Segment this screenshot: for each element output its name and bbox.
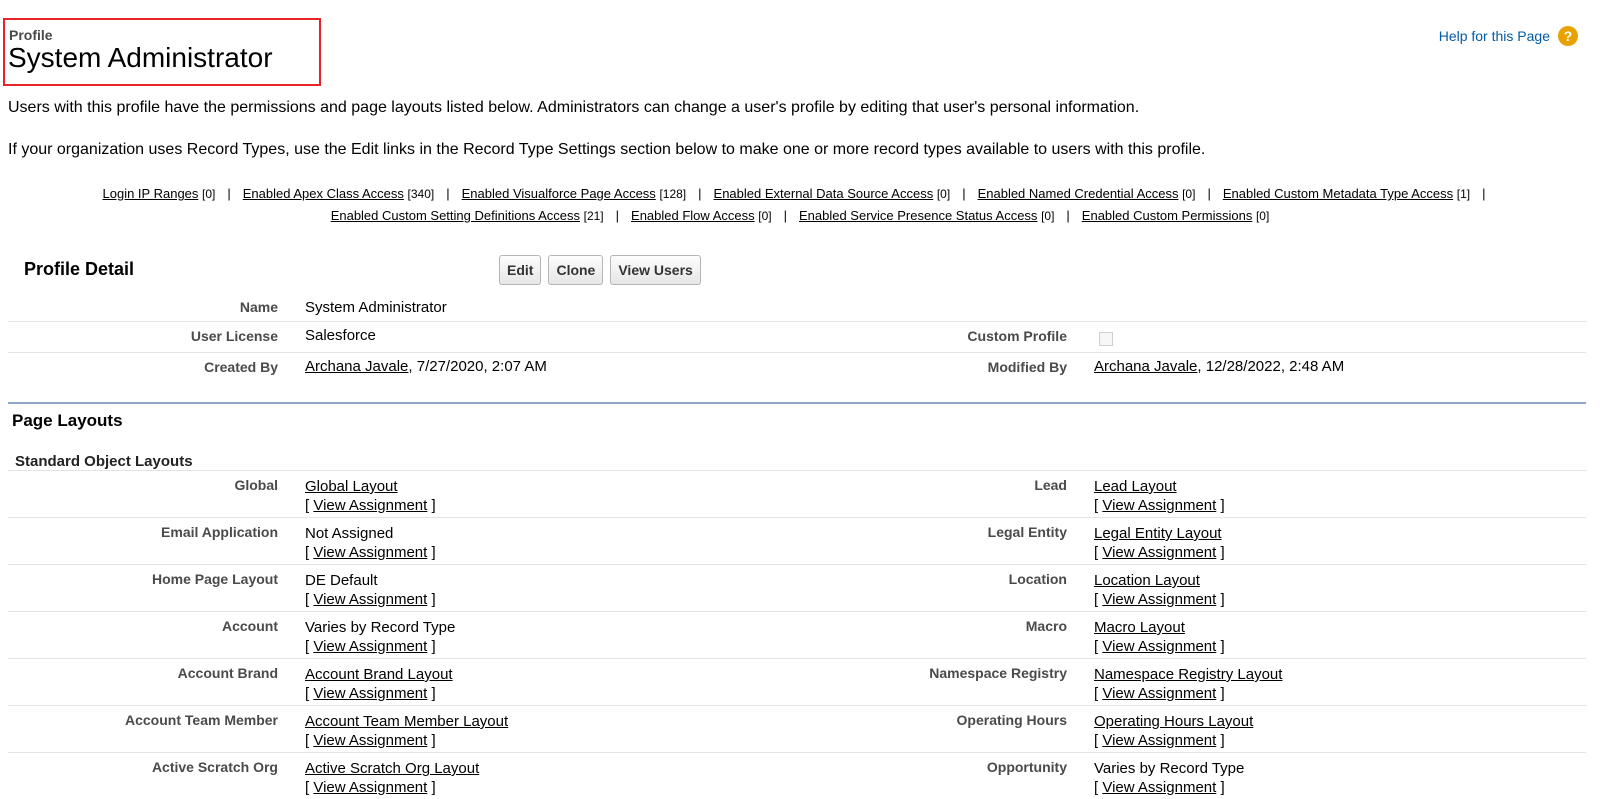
bracket-close: ] — [1216, 779, 1225, 796]
bracket-open: [ — [1094, 779, 1103, 796]
layout-object-label: Account — [222, 618, 278, 634]
view-assignment-link[interactable]: View Assignment — [1102, 779, 1217, 796]
quick-link[interactable]: Enabled Flow Access — [631, 208, 755, 223]
bracket-close: ] — [427, 544, 436, 561]
custom-profile-checkbox — [1099, 332, 1113, 346]
layout-value: Varies by Record Type — [305, 619, 456, 636]
layout-cell — [305, 665, 453, 703]
page-title: System Administrator — [8, 42, 273, 73]
layout-object-label: Location — [1008, 571, 1067, 587]
view-assignment-link[interactable]: View Assignment — [1102, 685, 1217, 702]
quick-link-count: [0] — [936, 187, 951, 201]
layout-link[interactable]: Legal Entity Layout — [1094, 525, 1222, 542]
clone-button[interactable]: Clone — [548, 255, 603, 285]
link-separator: | — [615, 208, 620, 223]
quick-link-item — [799, 208, 1054, 223]
bracket-close: ] — [1216, 638, 1225, 655]
link-separator: | — [783, 208, 787, 223]
layout-cell — [305, 618, 455, 656]
quick-link-count: [128] — [659, 187, 687, 201]
description-line-2: If your organization uses Record Types, use the Edit links in the Record Type Settings section below to make one or more record types available to users with this profile. — [8, 141, 1206, 158]
layout-object-label: Legal Entity — [987, 524, 1067, 540]
quick-link[interactable]: Enabled Custom Metadata Type Access — [1222, 186, 1454, 201]
layout-cell — [1094, 477, 1225, 515]
quick-link-count: [0] — [1255, 209, 1270, 223]
related-list-links — [8, 183, 1592, 227]
created-by-label: Created By — [204, 359, 278, 375]
quick-link-item — [103, 186, 216, 201]
layout-cell — [305, 477, 436, 515]
quick-link[interactable]: Login IP Ranges — [102, 186, 199, 201]
layout-link[interactable]: Lead Layout — [1094, 478, 1177, 495]
modified-by-date: , 12/28/2022, 2:48 AM — [1197, 358, 1345, 375]
view-assignment-link[interactable]: View Assignment — [1102, 732, 1217, 749]
quick-link-count: [0] — [1182, 187, 1196, 201]
quick-link[interactable]: Enabled Visualforce Page Access — [461, 186, 656, 201]
quick-link-count: [21] — [583, 209, 604, 223]
created-by-date: , 7/27/2020, 2:07 AM — [408, 358, 547, 375]
layout-value: DE Default — [305, 572, 378, 589]
detail-button-bar — [499, 255, 701, 285]
layout-object-label: Global — [234, 477, 278, 493]
name-value: System Administrator — [305, 299, 447, 316]
quick-link-item — [1223, 186, 1470, 201]
view-assignment-link[interactable]: View Assignment — [1102, 497, 1217, 514]
layout-value: Varies by Record Type — [1094, 760, 1245, 777]
view-users-button[interactable]: View Users — [610, 255, 700, 285]
quick-link-item — [243, 186, 434, 201]
standard-object-layouts-title: Standard Object Layouts — [15, 453, 193, 470]
quick-link-count: [0] — [758, 209, 772, 223]
user-license-label: User License — [190, 328, 278, 344]
layout-object-label: Account Team Member — [125, 712, 278, 728]
layout-link[interactable]: Namespace Registry Layout — [1094, 666, 1283, 683]
created-by-value — [305, 358, 547, 375]
bracket-open: [ — [305, 497, 314, 514]
bracket-open: [ — [305, 591, 314, 608]
layout-link[interactable]: Macro Layout — [1094, 619, 1185, 636]
link-separator: | — [446, 186, 450, 201]
layout-link[interactable]: Active Scratch Org Layout — [305, 760, 480, 777]
layout-object-label: Account Brand — [177, 665, 278, 681]
quick-link-item — [1082, 208, 1270, 223]
layout-value: Not Assigned — [305, 525, 394, 542]
link-separator: | — [1482, 186, 1486, 201]
page-layouts-title: Page Layouts — [12, 411, 123, 430]
view-assignment-link[interactable]: View Assignment — [313, 685, 428, 702]
layout-link[interactable]: Location Layout — [1094, 572, 1200, 589]
bracket-open: [ — [305, 544, 314, 561]
layout-link[interactable]: Account Team Member Layout — [305, 713, 509, 730]
created-by-user-link[interactable]: Archana Javale — [305, 358, 409, 375]
modified-by-user-link[interactable]: Archana Javale — [1094, 358, 1198, 375]
quick-link[interactable]: Enabled Named Credential Access — [977, 186, 1179, 201]
view-assignment-link[interactable]: View Assignment — [1102, 591, 1217, 608]
quick-link-item — [714, 186, 951, 201]
bracket-close: ] — [427, 591, 436, 608]
view-assignment-link[interactable]: View Assignment — [1102, 638, 1217, 655]
link-separator: | — [1207, 186, 1211, 201]
quick-link-count: [340] — [407, 187, 435, 201]
name-label: Name — [239, 299, 278, 315]
view-assignment-link[interactable]: View Assignment — [313, 779, 428, 796]
layout-cell — [305, 712, 508, 750]
bracket-close: ] — [1216, 732, 1225, 749]
layout-link[interactable]: Operating Hours Layout — [1094, 713, 1254, 730]
layout-object-label: Lead — [1034, 477, 1067, 493]
help-icon[interactable]: ? — [1558, 26, 1578, 46]
quick-link-count: [1] — [1456, 187, 1471, 201]
view-assignment-link[interactable]: View Assignment — [1102, 544, 1217, 561]
quick-link[interactable]: Enabled Service Presence Status Access — [798, 208, 1038, 223]
view-assignment-link[interactable]: View Assignment — [313, 638, 428, 655]
layout-cell — [305, 524, 436, 562]
layout-cell — [1094, 524, 1225, 562]
view-assignment-link[interactable]: View Assignment — [313, 544, 428, 561]
layout-row — [8, 658, 1586, 705]
quick-link-item — [331, 208, 604, 223]
layout-link[interactable]: Global Layout — [305, 478, 398, 495]
bracket-close: ] — [427, 779, 436, 796]
layout-object-label: Operating Hours — [956, 712, 1067, 728]
quick-link-count: [0] — [202, 187, 216, 201]
description-line-1: Users with this profile have the permissions and page layouts listed below. Administrators can change a user's profile by editing that user's personal information. — [8, 99, 1140, 116]
bracket-close: ] — [1216, 497, 1225, 514]
layout-cell — [1094, 759, 1244, 797]
layout-object-label: Email Application — [161, 524, 278, 540]
help-link[interactable]: Help for this Page — [1438, 28, 1550, 44]
bracket-close: ] — [427, 685, 436, 702]
bracket-close: ] — [427, 732, 436, 749]
layout-cell — [1094, 665, 1282, 703]
layout-link[interactable]: Account Brand Layout — [305, 666, 453, 683]
layout-object-label: Opportunity — [986, 759, 1067, 775]
layout-object-label: Home Page Layout — [151, 571, 278, 587]
bracket-open: [ — [1094, 732, 1103, 749]
quick-link[interactable]: Enabled Custom Setting Definitions Access — [330, 208, 580, 223]
bracket-close: ] — [427, 638, 436, 655]
quick-link-item — [462, 186, 687, 201]
link-separator: | — [962, 186, 966, 201]
bracket-open: [ — [305, 732, 314, 749]
bracket-open: [ — [305, 638, 314, 655]
bracket-open: [ — [1094, 497, 1103, 514]
page-type-label: Profile — [9, 27, 53, 43]
quick-link[interactable]: Enabled External Data Source Access — [713, 186, 934, 201]
bracket-close: ] — [1216, 591, 1225, 608]
view-assignment-link[interactable]: View Assignment — [313, 591, 428, 608]
layout-cell — [1094, 571, 1225, 609]
layout-cell — [305, 571, 436, 609]
quick-link-item — [631, 208, 772, 223]
layout-cell — [1094, 712, 1253, 750]
edit-button[interactable]: Edit — [499, 255, 541, 285]
modified-by-label: Modified By — [987, 359, 1067, 375]
layout-object-label: Macro — [1025, 618, 1067, 634]
layout-row — [8, 564, 1586, 611]
layout-row — [8, 752, 1586, 799]
bracket-close: ] — [1216, 685, 1225, 702]
layout-cell — [305, 759, 479, 797]
layout-cell — [1094, 618, 1225, 656]
modified-by-value — [1094, 358, 1344, 375]
quick-link-item — [978, 186, 1196, 201]
bracket-close: ] — [427, 497, 436, 514]
bracket-close: ] — [1216, 544, 1225, 561]
quick-link[interactable]: Enabled Custom Permissions — [1081, 208, 1253, 223]
bracket-open: [ — [305, 779, 314, 796]
layout-row — [8, 517, 1586, 564]
bracket-open: [ — [1094, 685, 1103, 702]
bracket-open: [ — [1094, 591, 1103, 608]
profile-detail-title: Profile Detail — [24, 259, 135, 279]
layout-row — [8, 611, 1586, 658]
layout-row — [8, 705, 1586, 752]
link-separator: | — [1066, 208, 1070, 223]
custom-profile-label: Custom Profile — [967, 328, 1067, 344]
view-assignment-link[interactable]: View Assignment — [313, 732, 428, 749]
bracket-open: [ — [1094, 638, 1103, 655]
link-separator: | — [227, 186, 231, 201]
link-separator: | — [698, 186, 702, 201]
section-divider — [8, 402, 1586, 404]
view-assignment-link[interactable]: View Assignment — [313, 497, 428, 514]
bracket-open: [ — [305, 685, 314, 702]
quick-link-count: [0] — [1041, 209, 1055, 223]
layout-object-label: Active Scratch Org — [151, 759, 278, 775]
layout-object-label: Namespace Registry — [929, 665, 1067, 681]
bracket-open: [ — [1094, 544, 1103, 561]
quick-link[interactable]: Enabled Apex Class Access — [242, 186, 404, 201]
help-section — [1439, 26, 1578, 46]
layout-row — [8, 470, 1586, 517]
user-license-value: Salesforce — [305, 327, 376, 344]
